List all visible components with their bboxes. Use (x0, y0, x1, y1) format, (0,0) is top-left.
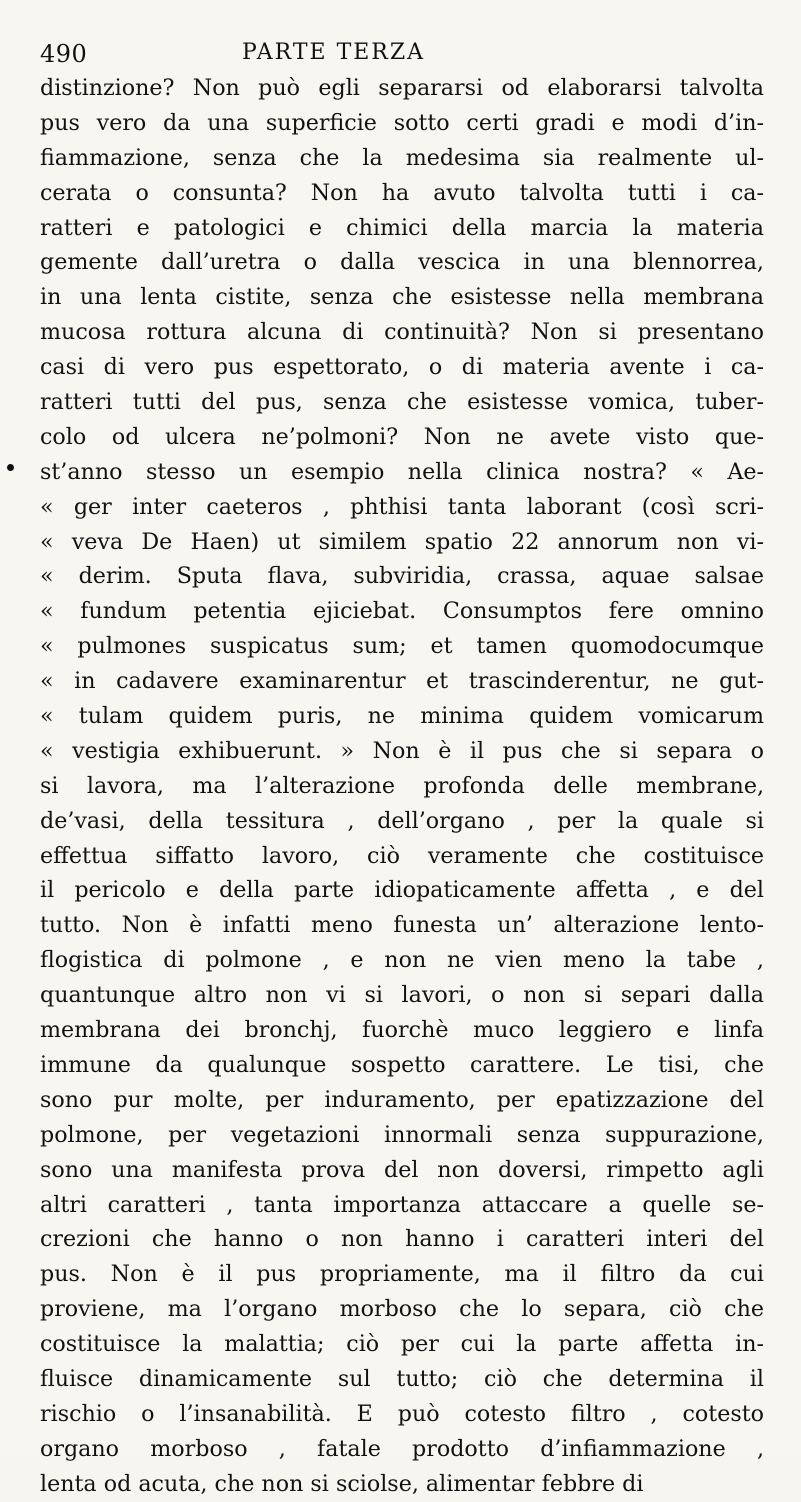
text-line: polmone, per vegetazioni innormali senza suppurazione, (40, 1121, 764, 1148)
text-line: « pulmones suspicatus sum; et tamen quomodocumque (40, 633, 764, 660)
text-line: gemente dall’uretra o dalla vescica in una blennorrea, (40, 249, 764, 276)
text-line: « in cadavere examinarentur et trascinderentur, ne gut- (40, 668, 764, 695)
text-line: sono una manifesta prova del non doversi, rimpetto agli (40, 1156, 764, 1183)
text-line: immune da qualunque sospetto carattere. Le tisi, che (40, 1051, 764, 1078)
text-line: « tulam quidem puris, ne minima quidem vomicarum (40, 703, 764, 730)
text-line: ratteri e patologici e chimici della marcia la materia (40, 214, 764, 241)
text-line: crezioni che hanno o non hanno i caratteri interi del (40, 1226, 764, 1253)
text-line: colo od ulcera ne’polmoni? Non ne avete visto que- (40, 423, 764, 450)
text-line: « fundum petentia ejiciebat. Consumptos fere omnino (40, 598, 764, 625)
page-header (40, 40, 760, 70)
text-line: quantunque altro non vi si lavori, o non si separi dalla (40, 982, 764, 1009)
text-line: costituisce la malattia; ciò per cui la parte affetta in- (40, 1331, 764, 1358)
text-line: flogistica di polmone , e non ne vien meno la tabe , (40, 947, 764, 974)
running-head: PARTE TERZA (242, 40, 426, 65)
text-line: mucosa rottura alcuna di continuità? Non si presentano (40, 319, 764, 346)
text-line: rischio o l’insanabilità. E può cotesto filtro , cotesto (40, 1400, 764, 1427)
text-line: membrana dei bronchj, fuorchè muco leggiero e linfa (40, 1017, 764, 1044)
text-line: proviene, ma l’organo morboso che lo separa, ciò che (40, 1296, 764, 1323)
text-line: effettua siffatto lavoro, ciò veramente che costituisce (40, 842, 764, 869)
text-line: cerata o consunta? Non ha avuto talvolta tutti i ca- (40, 179, 764, 206)
text-line: « derim. Sputa flava, subviridia, crassa, aquae salsae (40, 563, 764, 590)
text-line: fluisce dinamicamente sul tutto; ciò che determina il (40, 1365, 764, 1392)
text-line: casi di vero pus espettorato, o di materia avente i ca- (40, 354, 764, 381)
text-line: « vestigia exhibuerunt. » Non è il pus che si separa o (40, 737, 764, 764)
text-line: pus vero da una superficie sotto certi gradi e modi d’in- (40, 109, 764, 136)
text-line: si lavora, ma l’alterazione profonda delle membrane, (40, 772, 764, 799)
text-line: altri caratteri , tanta importanza attaccare a quelle se- (40, 1191, 764, 1218)
text-line: « ger inter caeteros , phthisi tanta laborant (così scri- (40, 493, 764, 520)
text-line: tutto. Non è infatti meno funesta un’ alterazione lento- (40, 912, 764, 939)
text-line: pus. Non è il pus propriamente, ma il filtro da cui (40, 1261, 764, 1288)
text-line: distinzione? Non può egli separarsi od elaborarsi talvolta (40, 75, 764, 101)
text-line: st’anno stesso un esempio nella clinica nostra? « Ae- (40, 458, 764, 485)
text-line: sono pur molte, per induramento, per epatizzazione del (40, 1086, 764, 1113)
body-text (40, 71, 764, 1502)
text-line: lenta od acuta, che non si sciolse, alimentar febbre di (40, 1470, 644, 1497)
text-line: organo morboso , fatale prodotto d’infiammazione , (40, 1435, 764, 1462)
margin-dot-mark (7, 464, 14, 471)
page-number: 490 (40, 40, 88, 68)
text-line: fiammazione, senza che la medesima sia realmente ul- (40, 144, 764, 171)
text-line: ratteri tutti del pus, senza che esistesse vomica, tuber- (40, 389, 764, 416)
text-line: il pericolo e della parte idiopaticamente affetta , e del (40, 877, 764, 904)
text-line: « veva De Haen) ut similem spatio 22 annorum non vi- (40, 528, 764, 555)
text-line: de’vasi, della tessitura , dell’organo , per la quale si (40, 807, 764, 834)
text-line: in una lenta cistite, senza che esistesse nella membrana (40, 284, 764, 311)
